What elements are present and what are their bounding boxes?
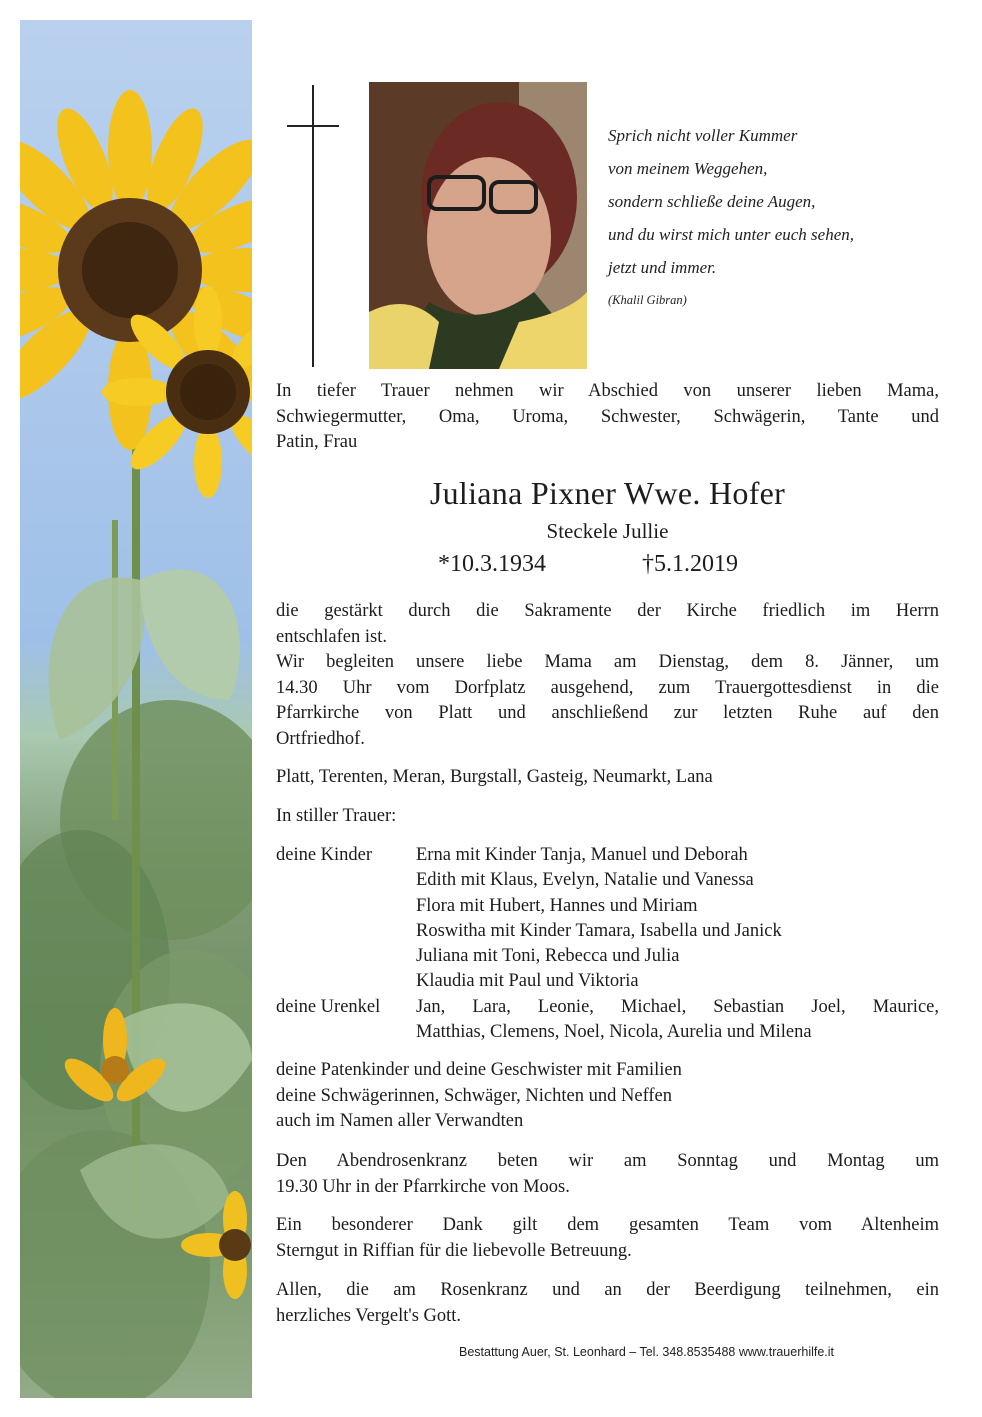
family-list bbox=[276, 843, 939, 1045]
text-line: Patin, Frau bbox=[276, 432, 358, 452]
deceased-name: Juliana Pixner Wwe. Hofer bbox=[429, 475, 786, 511]
text-line: herzliches Vergelt's Gott. bbox=[276, 1305, 462, 1326]
mourning-heading bbox=[276, 804, 939, 830]
text-line: deine Patenkinder und deine Geschwister mit Familien bbox=[276, 1060, 682, 1080]
text-line: Platt, Terenten, Meran, Burgstall, Gasteig, Neumarkt, Lana bbox=[276, 767, 713, 787]
intro-paragraph bbox=[276, 379, 939, 456]
text-line: Wir begleiten unsere liebe Mama am Dienstag, dem 8. Jänner, um bbox=[276, 652, 939, 672]
children-label: deine Kinder bbox=[276, 845, 373, 865]
portrait-photo bbox=[369, 82, 587, 369]
text-line: Schwiegermutter, Oma, Uroma, Schwester, Schwägerin, Tante und bbox=[276, 406, 939, 427]
cross-icon bbox=[312, 85, 314, 367]
family-paragraph bbox=[276, 1058, 939, 1135]
list-item bbox=[276, 969, 939, 994]
list-item bbox=[276, 843, 939, 868]
list-item bbox=[276, 919, 939, 944]
child-entry: Juliana mit Toni, Rebecca und Julia bbox=[416, 946, 680, 967]
closing-paragraph bbox=[276, 1278, 939, 1329]
list-item bbox=[276, 995, 939, 1020]
greatgrandchild-entry: Jan, Lara, Leonie, Michael, Sebastian Joel, Maurice, bbox=[416, 996, 939, 1017]
birth-date: *10.3.1934 bbox=[438, 551, 546, 577]
rosary-paragraph bbox=[276, 1149, 939, 1200]
deceased-nickname: Steckele Jullie bbox=[546, 519, 669, 543]
thanks-paragraph bbox=[276, 1213, 939, 1264]
quote-line: sondern schließe deine Augen, bbox=[608, 192, 816, 211]
list-item bbox=[276, 944, 939, 969]
child-entry: Erna mit Kinder Tanja, Manuel und Deborah bbox=[416, 845, 748, 865]
greatgrandchildren-label: deine Urenkel bbox=[276, 996, 381, 1017]
quote-line: und du wirst mich unter euch sehen, bbox=[608, 225, 854, 244]
text-line: In tiefer Trauer nehmen wir Abschied von unserer lieben Mama, bbox=[276, 381, 939, 401]
child-entry: Klaudia mit Paul und Viktoria bbox=[416, 971, 639, 992]
quote-block bbox=[608, 119, 968, 310]
list-item bbox=[276, 868, 939, 893]
sunflower-image bbox=[20, 20, 252, 1398]
text-line: Sterngut in Riffian für die liebevolle Betreuung. bbox=[276, 1240, 632, 1261]
text-line: entschlafen ist. bbox=[276, 626, 387, 647]
text-line: Den Abendrosenkranz beten wir am Sonntag und Montag um bbox=[276, 1151, 939, 1171]
footer-imprint: Bestattung Auer, St. Leonhard – Tel. 348.8535488 www.trauerhilfe.it bbox=[459, 1345, 835, 1359]
quote-line: von meinem Weggehen, bbox=[608, 159, 768, 178]
sacrament-paragraph bbox=[276, 599, 939, 752]
text-line: Ein besonderer Dank gilt dem gesamten Team vom Altenheim bbox=[276, 1215, 939, 1235]
list-item bbox=[276, 1020, 939, 1045]
death-date: †5.1.2019 bbox=[642, 551, 738, 577]
text-line: 14.30 Uhr vom Dorfplatz ausgehend, zum Trauergottesdienst in die bbox=[276, 677, 939, 698]
text-line: Ortfriedhof. bbox=[276, 728, 365, 749]
text-line: Allen, die am Rosenkranz und an der Beerdigung teilnehmen, ein bbox=[276, 1280, 939, 1300]
cross-icon-bar bbox=[287, 125, 339, 127]
child-entry: Flora mit Hubert, Hannes und Miriam bbox=[416, 895, 698, 916]
text-line: die gestärkt durch die Sakramente der Kirche friedlich im Herrn bbox=[276, 601, 939, 621]
child-entry: Edith mit Klaus, Evelyn, Natalie und Vanessa bbox=[416, 870, 754, 891]
child-entry: Roswitha mit Kinder Tamara, Isabella und Janick bbox=[416, 920, 782, 941]
places-line bbox=[276, 765, 939, 791]
list-item bbox=[276, 894, 939, 919]
greatgrandchild-entry: Matthias, Clemens, Noel, Nicola, Aurelia und Milena bbox=[416, 1022, 812, 1043]
quote-line: Sprich nicht voller Kummer bbox=[608, 126, 798, 145]
text-line: Pfarrkirche von Platt und anschließend zur letzten Ruhe auf den bbox=[276, 703, 939, 723]
text-line: In stiller Trauer: bbox=[276, 806, 397, 826]
text-line: 19.30 Uhr in der Pfarrkirche von Moos. bbox=[276, 1176, 570, 1197]
quote-author: (Khalil Gibran) bbox=[608, 293, 687, 307]
text-line: auch im Namen aller Verwandten bbox=[276, 1111, 524, 1131]
quote-line: jetzt und immer. bbox=[608, 258, 717, 277]
text-line: deine Schwägerinnen, Schwäger, Nichten und Neffen bbox=[276, 1085, 673, 1106]
